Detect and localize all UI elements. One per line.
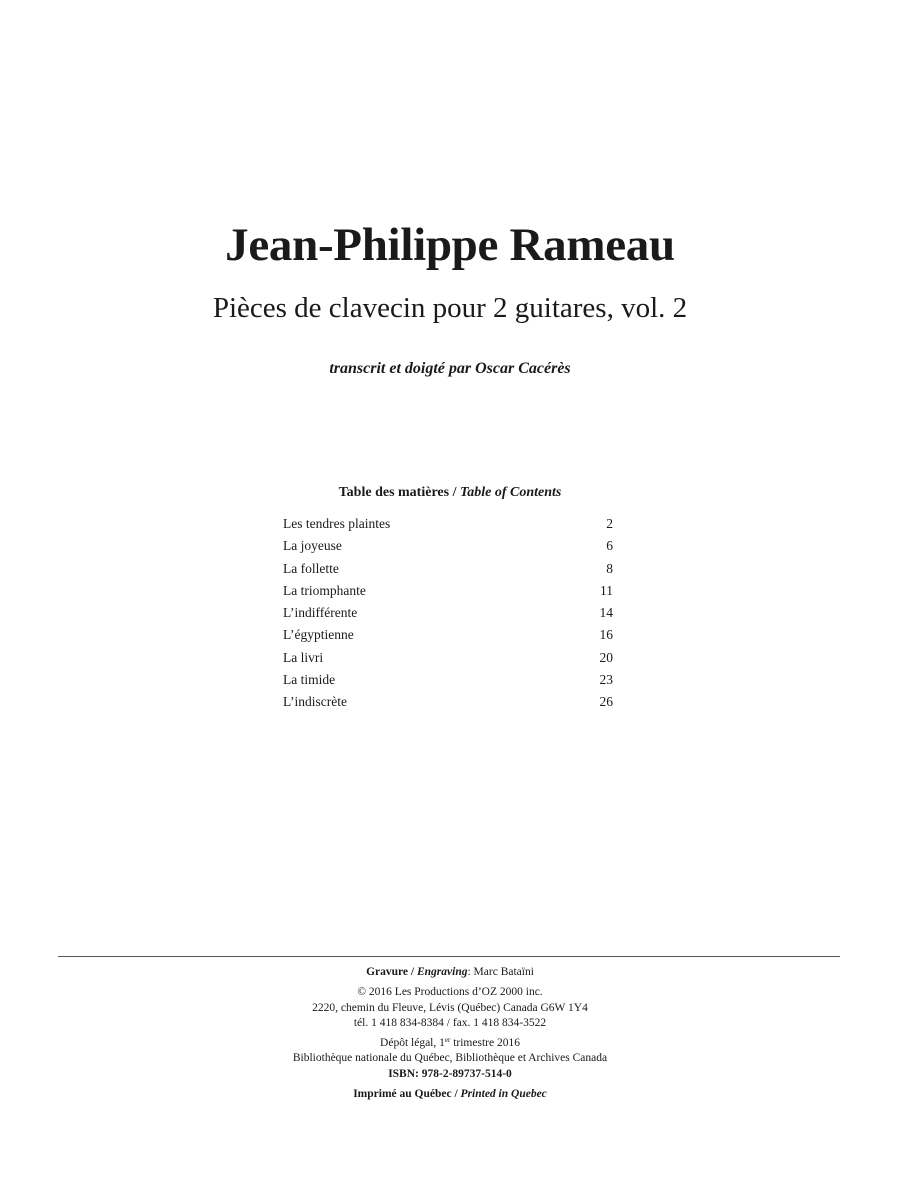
toc-entry-title: La joyeuse	[283, 538, 342, 554]
toc-entry-page: 20	[599, 649, 613, 665]
toc-heading-en: Table of Contents	[459, 485, 562, 500]
toc-entry-title: L’égyptienne	[283, 627, 354, 643]
publisher-address: 2220, chemin du Fleuve, Lévis (Québec) Canada G6W 1Y4	[312, 1001, 588, 1014]
legal-deposit-post: trimestre 2016	[450, 1037, 520, 1050]
printed-label-en: Printed in Quebec	[460, 1088, 547, 1101]
engraving-separator: /	[408, 966, 417, 978]
toc-entry-title: La follette	[283, 560, 339, 576]
toc-entry	[283, 605, 613, 627]
toc-heading	[0, 485, 900, 501]
toc-entry-title: L’indifférente	[283, 605, 358, 621]
printed-label-fr: Imprimé au Québec	[353, 1088, 452, 1101]
engraving-credit	[0, 965, 900, 980]
table-of-contents	[283, 516, 613, 717]
printed-in	[0, 1087, 900, 1102]
legal-deposit-sup: er	[444, 1036, 451, 1045]
toc-entry-page: 26	[599, 694, 613, 710]
toc-entry-title: La triomphante	[283, 582, 366, 598]
toc-entry	[283, 583, 613, 605]
toc-entry-page: 8	[606, 560, 613, 576]
copyright-line: © 2016 Les Productions d’OZ 2000 inc.	[357, 986, 543, 999]
toc-entry	[283, 694, 613, 716]
engraver-name: : Marc Bataïni	[467, 966, 534, 978]
toc-entry-title: La timide	[283, 672, 336, 688]
toc-entry-page: 14	[599, 605, 613, 621]
transcription-credit: transcrit et doigté par Oscar Cacérès	[329, 360, 571, 377]
toc-entry-page: 6	[606, 538, 613, 554]
publisher-phone: tél. 1 418 834-8384 / fax. 1 418 834-3522	[353, 1016, 547, 1029]
work-title: Pièces de clavecin pour 2 guitares, vol. 2	[212, 292, 688, 324]
colophon	[0, 965, 900, 1102]
composer-name: Jean-Philippe Rameau	[225, 219, 675, 271]
isbn: ISBN: 978-2-89737-514-0	[388, 1067, 512, 1080]
toc-entry-page: 23	[599, 672, 613, 688]
toc-entry-page: 11	[600, 582, 613, 598]
library-line: Bibliothèque nationale du Québec, Bibliothèque et Archives Canada	[292, 1052, 608, 1065]
printed-separator: /	[451, 1088, 461, 1101]
engraving-label-en: Engraving	[416, 966, 468, 978]
toc-entry	[283, 561, 613, 583]
colophon-divider	[58, 956, 840, 957]
legal-deposit	[0, 1036, 900, 1051]
toc-entry	[283, 672, 613, 694]
toc-entry-page: 16	[599, 627, 613, 643]
toc-heading-separator: /	[449, 485, 460, 500]
toc-entry	[283, 650, 613, 672]
toc-heading-fr: Table des matières	[338, 485, 450, 500]
toc-entry	[283, 627, 613, 649]
toc-entry	[283, 516, 613, 538]
toc-entry-title: L’indiscrète	[283, 694, 347, 710]
toc-entry-page: 2	[606, 516, 613, 531]
toc-entry-title: La livri	[283, 649, 324, 665]
engraving-label-fr: Gravure	[366, 966, 409, 978]
legal-deposit-pre: Dépôt légal, 1	[380, 1037, 445, 1050]
toc-entry	[283, 538, 613, 560]
toc-entry-title: Les tendres plaintes	[283, 516, 391, 531]
